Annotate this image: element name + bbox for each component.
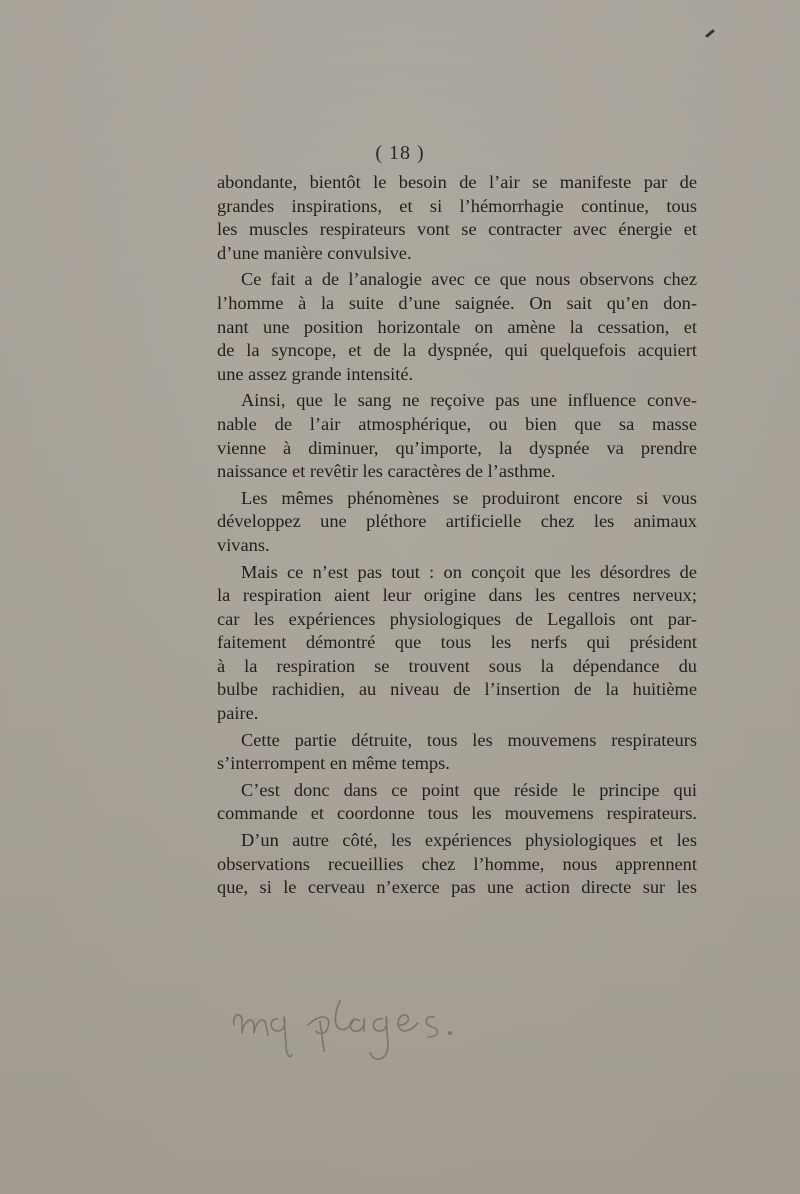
text-line: une assez grande intensité. — [217, 363, 414, 384]
text-line: Cette partie détruite, tous les mouvemens respirateurs — [241, 729, 697, 750]
text-line: Ainsi, que le sang ne reçoive pas une influence conve- — [241, 390, 697, 411]
text-line: s’interrompent en même temps. — [217, 753, 450, 774]
text-line: que, si le cerveau n’exerce pas une action directe sur les — [217, 877, 697, 898]
text-line: grandes inspirations, et si l’hémorrhagie continue, tous — [217, 195, 697, 216]
ink-mark — [705, 29, 715, 38]
body-text — [217, 171, 697, 900]
text-line: Mais ce n’est pas tout : on conçoit que les désordres de — [241, 561, 697, 582]
text-line: naissance et revêtir les caractères de l’asthme. — [217, 461, 556, 482]
text-line: de la syncope, et de la dyspnée, qui quelquefois acquiert — [217, 340, 697, 361]
text-line: vivans. — [217, 534, 270, 555]
text-line: paire. — [217, 703, 259, 724]
text-line: les muscles respirateurs vont se contracter avec énergie et — [217, 219, 697, 240]
text-line: commande et coordonne tous les mouvemens respirateurs. — [217, 803, 697, 824]
text-line: vienne à diminuer, qu’importe, la dyspnée va prendre — [217, 437, 697, 458]
handwritten-note — [228, 985, 548, 1075]
text-line: Ce fait a de l’analogie avec ce que nous observons chez — [241, 269, 697, 290]
text-line: observations recueillies chez l’homme, nous apprennent — [217, 853, 697, 874]
text-line: l’homme à la suite d’une saignée. On sait qu’en don- — [217, 292, 697, 313]
text-line: développez une pléthore artificielle chez les animaux — [217, 511, 697, 532]
text-line: bulbe rachidien, au niveau de l’insertion de la huitième — [217, 679, 697, 700]
text-line: D’un autre côté, les expériences physiologiques et les — [241, 830, 697, 851]
text-line: nant une position horizontale on amène la cessation, et — [217, 316, 697, 337]
text-line: C’est donc dans ce point que réside le principe qui — [241, 779, 697, 800]
text-line: d’une manière convulsive. — [217, 242, 412, 263]
text-line: faitement démontré que tous les nerfs qui président — [217, 632, 697, 653]
text-line: à la respiration se trouvent sous la dépendance du — [217, 655, 697, 676]
text-line: abondante, bientôt le besoin de l’air se manifeste par de — [217, 172, 697, 192]
text-line: Les mêmes phénomènes se produiront encore si vous — [241, 487, 697, 508]
text-line: la respiration aient leur origine dans les centres nerveux; — [217, 585, 697, 606]
text-line: car les expériences physiologiques de Legallois ont par- — [217, 608, 697, 629]
text-line: nable de l’air atmosphérique, ou bien que sa masse — [217, 413, 697, 434]
page-number: ( 18 ) — [375, 142, 425, 164]
